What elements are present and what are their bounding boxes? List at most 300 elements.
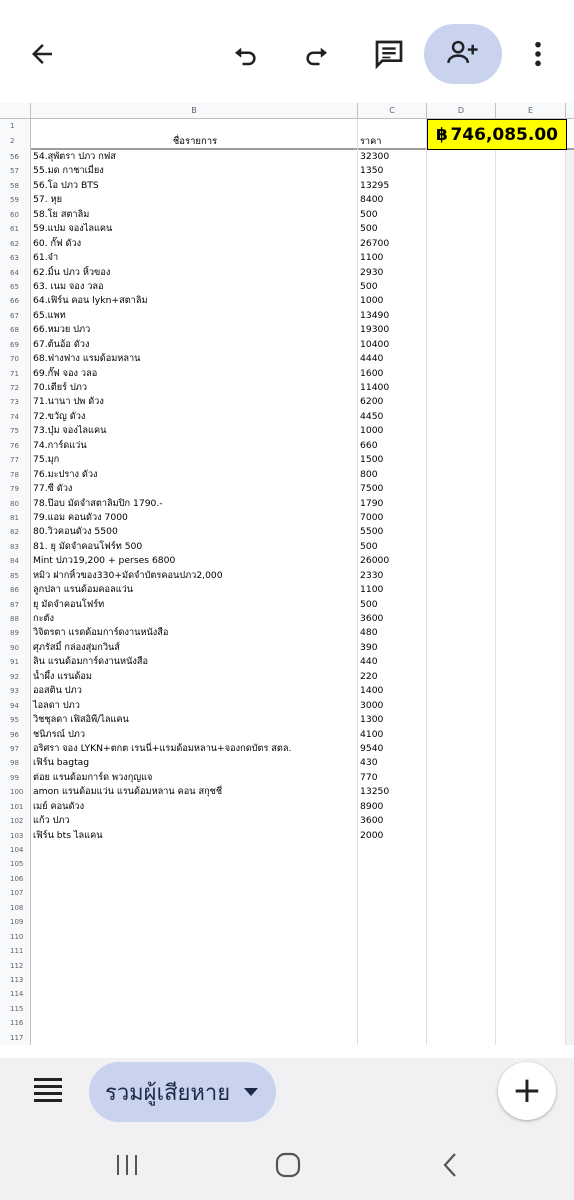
row-number[interactable]: 94 <box>0 699 31 713</box>
cell-d[interactable] <box>427 915 496 929</box>
cell-price[interactable]: 440 <box>358 655 427 669</box>
cell-d[interactable] <box>427 728 496 742</box>
column-header-b[interactable]: B <box>31 103 358 119</box>
cell-e[interactable] <box>496 684 566 698</box>
cell-name[interactable]: 57. หุย <box>31 193 358 207</box>
cell-price[interactable]: 1600 <box>358 367 427 381</box>
cell-price[interactable]: 390 <box>358 641 427 655</box>
cell-price[interactable]: 3000 <box>358 699 427 713</box>
row-number[interactable]: 107 <box>0 886 31 900</box>
add-person-button[interactable] <box>424 24 502 84</box>
corner-cell[interactable] <box>0 103 31 119</box>
cell-d[interactable] <box>427 395 496 409</box>
cell-price[interactable]: 3600 <box>358 814 427 828</box>
row-number[interactable]: 64 <box>0 266 31 280</box>
row-number[interactable]: 101 <box>0 800 31 814</box>
cell-price[interactable]: 1000 <box>358 424 427 438</box>
row-number[interactable]: 62 <box>0 237 31 251</box>
column-header-e[interactable]: E <box>496 103 566 119</box>
row-number[interactable]: 81 <box>0 511 31 525</box>
cell-d[interactable] <box>427 655 496 669</box>
cell-price[interactable] <box>358 930 427 944</box>
cell-name[interactable]: 74.การ์ดแว่น <box>31 439 358 453</box>
cell-price[interactable]: 11400 <box>358 381 427 395</box>
cell-e[interactable] <box>496 208 566 222</box>
header-cell-name[interactable]: ชื่อรายการ <box>31 119 358 150</box>
row-number[interactable]: 93 <box>0 684 31 698</box>
cell-d[interactable] <box>427 179 496 193</box>
row-number[interactable]: 96 <box>0 728 31 742</box>
cell-e[interactable] <box>496 944 566 958</box>
cell-d[interactable] <box>427 468 496 482</box>
cell-d[interactable] <box>427 222 496 236</box>
cell-name[interactable] <box>31 872 358 886</box>
cell-price[interactable]: 8900 <box>358 800 427 814</box>
cell-d[interactable] <box>427 684 496 698</box>
row-number[interactable]: 70 <box>0 352 31 366</box>
cell-price[interactable]: 500 <box>358 540 427 554</box>
row-number[interactable]: 115 <box>0 1002 31 1016</box>
row-number[interactable]: 69 <box>0 338 31 352</box>
row-number[interactable]: 111 <box>0 944 31 958</box>
cell-price[interactable]: 5500 <box>358 525 427 539</box>
row-number[interactable]: 100 <box>0 785 31 799</box>
cell-e[interactable] <box>496 338 566 352</box>
cell-name[interactable] <box>31 930 358 944</box>
column-header-c[interactable]: C <box>358 103 427 119</box>
cell-price[interactable]: 1100 <box>358 251 427 265</box>
row-number[interactable]: 80 <box>0 497 31 511</box>
cell-d[interactable] <box>427 410 496 424</box>
cell-name[interactable]: 80.วิวคอนดัวง 5500 <box>31 525 358 539</box>
cell-name[interactable]: 60. กั๊ฟ ดัวง <box>31 237 358 251</box>
row-number[interactable]: 87 <box>0 598 31 612</box>
cell-name[interactable]: อริศรา จอง LYKN+ตกต เรนนี่+แรมด้อมหลาน+จองกดบัตร สตล. <box>31 742 358 756</box>
cell-name[interactable]: 78.ป๊อบ มัดจำสตาลิมปิก 1790.- <box>31 497 358 511</box>
cell-name[interactable] <box>31 901 358 915</box>
cell-e[interactable] <box>496 1031 566 1045</box>
back-icon[interactable] <box>430 1150 470 1180</box>
total-cell[interactable] <box>427 119 567 150</box>
cell-name[interactable]: เมย์ คอนดัวง <box>31 800 358 814</box>
cell-price[interactable]: 2330 <box>358 569 427 583</box>
cell-e[interactable] <box>496 453 566 467</box>
cell-price[interactable]: 3600 <box>358 612 427 626</box>
cell-e[interactable] <box>496 843 566 857</box>
row-number[interactable]: 99 <box>0 771 31 785</box>
cell-e[interactable] <box>496 626 566 640</box>
cell-name[interactable]: วิจิตรตา แรดด้อมการ์ดงานหนังสือ <box>31 626 358 640</box>
row-number[interactable]: 1 <box>0 119 31 134</box>
spreadsheet-grid[interactable] <box>0 103 574 1058</box>
cell-price[interactable]: 19300 <box>358 323 427 337</box>
cell-d[interactable] <box>427 540 496 554</box>
cell-d[interactable] <box>427 901 496 915</box>
row-number[interactable]: 84 <box>0 554 31 568</box>
cell-name[interactable] <box>31 915 358 929</box>
cell-d[interactable] <box>427 987 496 1001</box>
cell-e[interactable] <box>496 323 566 337</box>
cell-name[interactable]: วิชชุลดา เฟิสอิพี/ไลแคน <box>31 713 358 727</box>
cell-e[interactable] <box>496 569 566 583</box>
row-number[interactable]: 74 <box>0 410 31 424</box>
cell-d[interactable] <box>427 699 496 713</box>
cell-price[interactable]: 1400 <box>358 684 427 698</box>
cell-d[interactable] <box>427 367 496 381</box>
cell-name[interactable]: 76.มะปราง ดัวง <box>31 468 358 482</box>
cell-price[interactable]: 500 <box>358 598 427 612</box>
cell-name[interactable] <box>31 959 358 973</box>
cell-price[interactable]: 2000 <box>358 829 427 843</box>
row-number[interactable]: 97 <box>0 742 31 756</box>
cell-price[interactable]: 500 <box>358 208 427 222</box>
cell-d[interactable] <box>427 713 496 727</box>
row-number[interactable]: 58 <box>0 179 31 193</box>
sheets-list-icon[interactable] <box>34 1078 62 1104</box>
cell-d[interactable] <box>427 193 496 207</box>
cell-e[interactable] <box>496 193 566 207</box>
cell-e[interactable] <box>496 785 566 799</box>
cell-price[interactable]: 6200 <box>358 395 427 409</box>
row-number[interactable]: 88 <box>0 612 31 626</box>
row-number[interactable]: 82 <box>0 525 31 539</box>
cell-e[interactable] <box>496 554 566 568</box>
cell-price[interactable]: 10400 <box>358 338 427 352</box>
cell-name[interactable]: 58.โย สตาลิม <box>31 208 358 222</box>
cell-name[interactable]: ชนิภรณ์ ปภว <box>31 728 358 742</box>
row-number[interactable]: 65 <box>0 280 31 294</box>
cell-d[interactable] <box>427 208 496 222</box>
cell-e[interactable] <box>496 497 566 511</box>
cell-e[interactable] <box>496 439 566 453</box>
cell-e[interactable] <box>496 655 566 669</box>
cell-e[interactable] <box>496 901 566 915</box>
cell-d[interactable] <box>427 1031 496 1045</box>
cell-e[interactable] <box>496 424 566 438</box>
cell-d[interactable] <box>427 424 496 438</box>
row-number[interactable]: 67 <box>0 309 31 323</box>
row-number[interactable]: 86 <box>0 583 31 597</box>
cell-e[interactable] <box>496 728 566 742</box>
cell-d[interactable] <box>427 872 496 886</box>
cell-d[interactable] <box>427 742 496 756</box>
cell-price[interactable]: 1000 <box>358 294 427 308</box>
cell-price[interactable]: 220 <box>358 670 427 684</box>
cell-name[interactable] <box>31 886 358 900</box>
cell-e[interactable] <box>496 222 566 236</box>
row-number[interactable]: 106 <box>0 872 31 886</box>
row-number[interactable]: 116 <box>0 1016 31 1030</box>
cell-e[interactable] <box>496 930 566 944</box>
home-icon[interactable] <box>268 1150 308 1180</box>
cell-e[interactable] <box>496 973 566 987</box>
cell-price[interactable]: 4450 <box>358 410 427 424</box>
cell-name[interactable] <box>31 944 358 958</box>
cell-name[interactable]: ออสติน ปภว <box>31 684 358 698</box>
cell-price[interactable]: 770 <box>358 771 427 785</box>
cell-d[interactable] <box>427 150 496 164</box>
cell-d[interactable] <box>427 756 496 770</box>
cell-name[interactable]: 71.นานา ปพ ดัวง <box>31 395 358 409</box>
cell-e[interactable] <box>496 959 566 973</box>
cell-name[interactable] <box>31 973 358 987</box>
cell-name[interactable]: เฟิร์น bagtag <box>31 756 358 770</box>
row-number[interactable]: 112 <box>0 959 31 973</box>
cell-e[interactable] <box>496 294 566 308</box>
row-number[interactable]: 105 <box>0 857 31 871</box>
cell-d[interactable] <box>427 930 496 944</box>
cell-e[interactable] <box>496 857 566 871</box>
cell-e[interactable] <box>496 266 566 280</box>
row-number[interactable]: 71 <box>0 367 31 381</box>
cell-price[interactable]: 430 <box>358 756 427 770</box>
cell-d[interactable] <box>427 886 496 900</box>
cell-e[interactable] <box>496 987 566 1001</box>
cell-d[interactable] <box>427 482 496 496</box>
cell-e[interactable] <box>496 381 566 395</box>
row-number[interactable]: 85 <box>0 569 31 583</box>
cell-d[interactable] <box>427 598 496 612</box>
cell-price[interactable] <box>358 959 427 973</box>
cell-d[interactable] <box>427 554 496 568</box>
cell-e[interactable] <box>496 829 566 843</box>
cell-e[interactable] <box>496 771 566 785</box>
row-number[interactable]: 113 <box>0 973 31 987</box>
cell-name[interactable]: amon แรนด้อมแว่น แรนด้อมหลาน คอน สกุชชี่ <box>31 785 358 799</box>
cell-d[interactable] <box>427 857 496 871</box>
row-number[interactable]: 89 <box>0 626 31 640</box>
cell-name[interactable]: 69.กั๊ฟ จอง วลอ <box>31 367 358 381</box>
cell-name[interactable]: 63. เนม จอง วลอ <box>31 280 358 294</box>
back-arrow-icon[interactable] <box>14 26 70 82</box>
cell-name[interactable]: 72.ขวัญ ดัวง <box>31 410 358 424</box>
cell-name[interactable]: 59.แปม จองไลแคน <box>31 222 358 236</box>
cell-name[interactable]: ศุภรัสมิ์ กล่องสุ่มกวินส์ <box>31 641 358 655</box>
row-number[interactable]: 61 <box>0 222 31 236</box>
cell-d[interactable] <box>427 439 496 453</box>
cell-name[interactable]: ลูกปลา แรนด้อมคอลแว่น <box>31 583 358 597</box>
row-number[interactable]: 57 <box>0 164 31 178</box>
cell-e[interactable] <box>496 482 566 496</box>
cell-name[interactable]: 56.โอ ปภว BTS <box>31 179 358 193</box>
cell-e[interactable] <box>496 525 566 539</box>
cell-price[interactable]: 4100 <box>358 728 427 742</box>
cell-price[interactable] <box>358 987 427 1001</box>
cell-price[interactable] <box>358 1031 427 1045</box>
cell-price[interactable]: 2930 <box>358 266 427 280</box>
row-number[interactable]: 78 <box>0 468 31 482</box>
cell-name[interactable]: 54.สุพัตรา ปภว กฟส <box>31 150 358 164</box>
row-number[interactable]: 90 <box>0 641 31 655</box>
cell-name[interactable] <box>31 843 358 857</box>
header-cell-price[interactable]: ราคา <box>358 119 427 150</box>
cell-e[interactable] <box>496 641 566 655</box>
row-number[interactable]: 66 <box>0 294 31 308</box>
cell-price[interactable]: 480 <box>358 626 427 640</box>
row-number[interactable]: 68 <box>0 323 31 337</box>
cell-name[interactable]: 55.มด กาชาเมี่ยง <box>31 164 358 178</box>
cell-name[interactable] <box>31 1002 358 1016</box>
cell-d[interactable] <box>427 1002 496 1016</box>
cell-price[interactable] <box>358 843 427 857</box>
cell-e[interactable] <box>496 583 566 597</box>
cell-d[interactable] <box>427 237 496 251</box>
cell-price[interactable]: 1500 <box>358 453 427 467</box>
cell-price[interactable]: 7500 <box>358 482 427 496</box>
cell-price[interactable] <box>358 1016 427 1030</box>
cell-d[interactable] <box>427 626 496 640</box>
row-number[interactable]: 103 <box>0 829 31 843</box>
cell-d[interactable] <box>427 771 496 785</box>
cell-name[interactable]: 61.จ๋า <box>31 251 358 265</box>
cell-name[interactable]: หมิว ฝากหิ้วของ330+มัดจำบัตรคอนปภว2,000 <box>31 569 358 583</box>
cell-name[interactable]: 62.มิ้น ปภว หิ้วของ <box>31 266 358 280</box>
add-sheet-button[interactable] <box>498 1062 556 1120</box>
cell-e[interactable] <box>496 756 566 770</box>
cell-name[interactable]: แก้ว ปภว <box>31 814 358 828</box>
cell-e[interactable] <box>496 540 566 554</box>
cell-e[interactable] <box>496 598 566 612</box>
cell-d[interactable] <box>427 525 496 539</box>
cell-price[interactable]: 4440 <box>358 352 427 366</box>
cell-d[interactable] <box>427 785 496 799</box>
cell-name[interactable]: 64.เฟิร์น คอน lykn+สตาลิม <box>31 294 358 308</box>
cell-name[interactable]: 66.หมวย ปภว <box>31 323 358 337</box>
cell-name[interactable] <box>31 987 358 1001</box>
cell-name[interactable]: เฟิร์น bts ไลแคน <box>31 829 358 843</box>
row-number[interactable]: 60 <box>0 208 31 222</box>
cell-name[interactable]: ไอลดา ปภว <box>31 699 358 713</box>
row-number[interactable]: 98 <box>0 756 31 770</box>
row-number[interactable]: 79 <box>0 482 31 496</box>
cell-e[interactable] <box>496 612 566 626</box>
row-number[interactable]: 91 <box>0 655 31 669</box>
cell-name[interactable]: 67.ต้นอ้อ ดัวง <box>31 338 358 352</box>
cell-d[interactable] <box>427 1016 496 1030</box>
cell-price[interactable]: 13490 <box>358 309 427 323</box>
cell-d[interactable] <box>427 814 496 828</box>
cell-price[interactable] <box>358 886 427 900</box>
undo-icon[interactable] <box>217 26 273 82</box>
cell-price[interactable]: 800 <box>358 468 427 482</box>
cell-e[interactable] <box>496 352 566 366</box>
cell-name[interactable]: 75.มุก <box>31 453 358 467</box>
cell-name[interactable]: 70.เตียร์ ปภว <box>31 381 358 395</box>
cell-name[interactable]: น้ำผึ้ง แรนด้อม <box>31 670 358 684</box>
cell-e[interactable] <box>496 468 566 482</box>
cell-name[interactable]: ต่อย แรนด้อมการ์ด พวงกุญแจ <box>31 771 358 785</box>
cell-d[interactable] <box>427 583 496 597</box>
cell-price[interactable]: 9540 <box>358 742 427 756</box>
cell-price[interactable]: 13295 <box>358 179 427 193</box>
cell-d[interactable] <box>427 381 496 395</box>
cell-d[interactable] <box>427 497 496 511</box>
row-number[interactable]: 117 <box>0 1031 31 1045</box>
cell-d[interactable] <box>427 164 496 178</box>
row-number[interactable]: 95 <box>0 713 31 727</box>
cell-e[interactable] <box>496 367 566 381</box>
cell-price[interactable]: 13250 <box>358 785 427 799</box>
cell-price[interactable]: 7000 <box>358 511 427 525</box>
sheet-tab[interactable] <box>89 1062 276 1122</box>
cell-price[interactable] <box>358 901 427 915</box>
cell-name[interactable]: กะตัง <box>31 612 358 626</box>
cell-d[interactable] <box>427 800 496 814</box>
cell-d[interactable] <box>427 670 496 684</box>
cell-d[interactable] <box>427 641 496 655</box>
cell-price[interactable]: 26700 <box>358 237 427 251</box>
cell-d[interactable] <box>427 612 496 626</box>
cell-e[interactable] <box>496 713 566 727</box>
cell-e[interactable] <box>496 1002 566 1016</box>
cell-name[interactable]: 73.บุ๋ม จองไลแคน <box>31 424 358 438</box>
cell-d[interactable] <box>427 266 496 280</box>
more-vert-icon[interactable] <box>510 26 566 82</box>
cell-price[interactable]: 8400 <box>358 193 427 207</box>
cell-e[interactable] <box>496 699 566 713</box>
cell-price[interactable] <box>358 1002 427 1016</box>
cell-e[interactable] <box>496 179 566 193</box>
cell-e[interactable] <box>496 237 566 251</box>
cell-e[interactable] <box>496 872 566 886</box>
cell-price[interactable]: 500 <box>358 222 427 236</box>
cell-price[interactable]: 26000 <box>358 554 427 568</box>
cell-e[interactable] <box>496 395 566 409</box>
cell-price[interactable] <box>358 973 427 987</box>
cell-e[interactable] <box>496 814 566 828</box>
cell-e[interactable] <box>496 251 566 265</box>
cell-e[interactable] <box>496 800 566 814</box>
recent-apps-icon[interactable] <box>107 1150 147 1180</box>
row-number[interactable]: 110 <box>0 930 31 944</box>
cell-price[interactable] <box>358 915 427 929</box>
cell-name[interactable]: 79.แอม คอนดัวง 7000 <box>31 511 358 525</box>
row-number[interactable]: 59 <box>0 193 31 207</box>
cell-price[interactable]: 1300 <box>358 713 427 727</box>
comment-icon[interactable] <box>361 26 417 82</box>
redo-icon[interactable] <box>289 26 345 82</box>
cell-e[interactable] <box>496 886 566 900</box>
cell-d[interactable] <box>427 309 496 323</box>
cell-name[interactable]: ยุ มัดจำคอนโฟร์ท <box>31 598 358 612</box>
row-number[interactable]: 83 <box>0 540 31 554</box>
cell-price[interactable]: 32300 <box>358 150 427 164</box>
row-number[interactable]: 102 <box>0 814 31 828</box>
cell-d[interactable] <box>427 511 496 525</box>
row-number[interactable]: 76 <box>0 439 31 453</box>
cell-name[interactable]: ลิน แรนด้อมการ์ดงานหนังสือ <box>31 655 358 669</box>
row-number[interactable]: 92 <box>0 670 31 684</box>
cell-e[interactable] <box>496 511 566 525</box>
cell-price[interactable]: 1100 <box>358 583 427 597</box>
cell-price[interactable]: 500 <box>358 280 427 294</box>
row-number[interactable]: 108 <box>0 901 31 915</box>
cell-name[interactable]: 68.ฟางฟาง แรมด้อมหลาน <box>31 352 358 366</box>
cell-e[interactable] <box>496 410 566 424</box>
cell-d[interactable] <box>427 323 496 337</box>
cell-e[interactable] <box>496 309 566 323</box>
cell-e[interactable] <box>496 280 566 294</box>
cell-e[interactable] <box>496 742 566 756</box>
cell-d[interactable] <box>427 944 496 958</box>
cell-d[interactable] <box>427 569 496 583</box>
cell-price[interactable] <box>358 944 427 958</box>
cell-d[interactable] <box>427 251 496 265</box>
row-number[interactable]: 72 <box>0 381 31 395</box>
cell-d[interactable] <box>427 294 496 308</box>
row-number[interactable]: 2 <box>0 134 31 150</box>
row-number[interactable]: 56 <box>0 150 31 164</box>
